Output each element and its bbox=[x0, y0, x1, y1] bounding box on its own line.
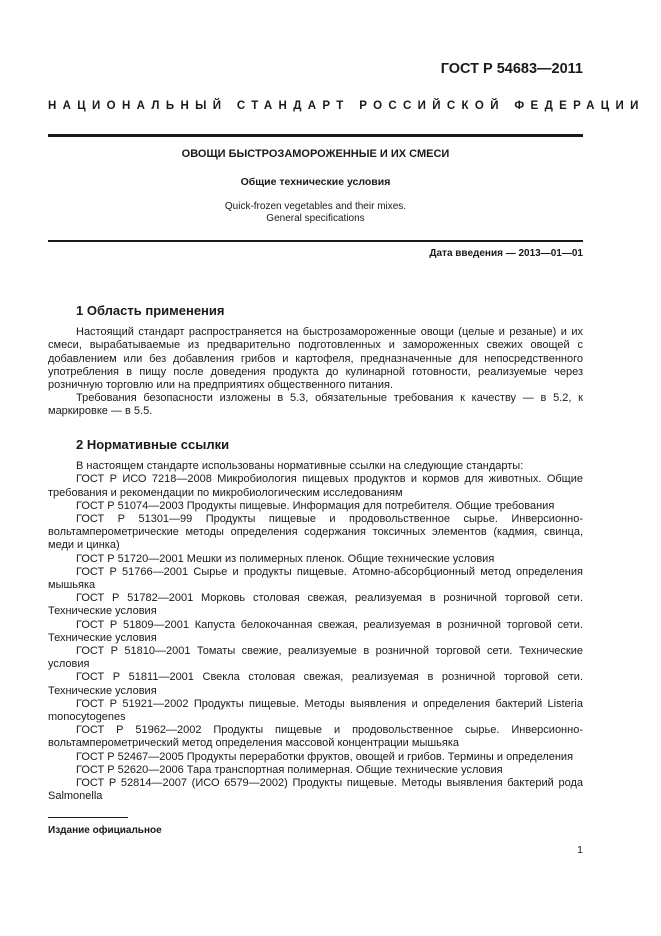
section-1-paragraph-1: Настоящий стандарт распространяется на быстрозамороженные овощи (целые и резаные) и их смеси, вырабатываемые из предварительно подготовленных и замороженных свежих овощей с добавлением или без добавления грибов и картофеля, предназначенные для непосредственного употребления в пищу после доведения продукта до кулинарной готовности, реализуемые через розничную торговлю или на предприятиях общественного питания. bbox=[48, 326, 583, 392]
section-1-heading: 1 Область применения bbox=[76, 303, 225, 318]
document-subtitle-ru: Общие технические условия bbox=[240, 176, 391, 188]
section-2 bbox=[48, 438, 583, 803]
reference-item: ГОСТ Р 52467—2005 Продукты переработки фруктов, овощей и грибов. Термины и определения bbox=[76, 750, 574, 763]
title-en-line-1: Quick-frozen vegetables and their mixes. bbox=[224, 201, 407, 212]
header-divider-thick bbox=[48, 134, 583, 137]
section-1-paragraph-2: Требования безопасности изложены в 5.3, обязательные требования к качеству — в 5.2, к маркировке — в 5.5. bbox=[48, 392, 583, 418]
reference-item: ГОСТ Р 51766—2001 Сырье и продукты пищевые. Атомно-абсорбционный метод определения мышьяка bbox=[48, 565, 583, 592]
reference-item: ГОСТ Р 51809—2001 Капуста белокочанная свежая, реализуемая в розничной торговой сети. Технические условия bbox=[48, 618, 583, 644]
reference-item: ГОСТ Р 52814—2007 (ИСО 6579—2002) Продукты пищевые. Методы выявления бактерий рода Salmonella bbox=[48, 777, 583, 803]
introduction-date: Дата введения — 2013—01—01 bbox=[429, 248, 583, 259]
header-divider-thin bbox=[48, 240, 583, 242]
reference-item: ГОСТ Р 51720—2001 Мешки из полимерных пленок. Общие технические условия bbox=[76, 552, 495, 565]
reference-item: ГОСТ Р 51810—2001 Томаты свежие, реализуемые в розничной торговой сети. Технические условия bbox=[48, 645, 583, 671]
reference-item: ГОСТ Р 51811—2001 Свекла столовая свежая, реализуемая в розничной торговой сети. Технические условия bbox=[48, 671, 583, 697]
reference-item: ГОСТ Р ИСО 7218—2008 Микробиология пищевых продуктов и кормов для животных. Общие требования и рекомендации по микробиологическим исследованиям bbox=[48, 473, 583, 499]
reference-item: ГОСТ Р 52620—2006 Тара транспортная полимерная. Общие технические условия bbox=[76, 763, 503, 776]
reference-item: ГОСТ Р 51782—2001 Морковь столовая свежая, реализуемая в розничной торговой сети. Технические условия bbox=[48, 592, 583, 618]
official-edition-label: Издание официальное bbox=[48, 825, 162, 836]
title-en-line-2: General specifications bbox=[266, 213, 365, 224]
section-2-heading: 2 Нормативные ссылки bbox=[76, 437, 230, 452]
section-2-intro: В настоящем стандарте использованы нормативные ссылки на следующие стандарты: bbox=[76, 460, 524, 473]
document-title-en bbox=[48, 201, 583, 225]
page-number: 1 bbox=[577, 844, 583, 856]
reference-item: ГОСТ Р 51074—2003 Продукты пищевые. Информация для потребителя. Общие требования bbox=[76, 499, 555, 512]
footer-divider bbox=[48, 817, 128, 818]
reference-item: ГОСТ Р 51962—2002 Продукты пищевые и продовольственное сырье. Инверсионно-вольтамперометрический метод определения массовой концентрации мышьяка bbox=[48, 724, 583, 750]
national-standard-banner: НАЦИОНАЛЬНЫЙ СТАНДАРТ РОССИЙСКОЙ ФЕДЕРАЦИИ bbox=[48, 100, 645, 112]
doc-number: ГОСТ Р 54683—2011 bbox=[440, 61, 583, 77]
section-1 bbox=[48, 304, 583, 419]
reference-item: ГОСТ Р 51301—99 Продукты пищевые и продовольственное сырье. Инверсионно-вольтамперометрические методы определения содержания токсичных элементов (кадмия, свинца, меди и цинка) bbox=[48, 513, 583, 552]
reference-item: ГОСТ Р 51921—2002 Продукты пищевые. Методы выявления и определения бактерий Listeria monocytogenes bbox=[48, 697, 583, 724]
document-title-ru: ОВОЩИ БЫСТРОЗАМОРОЖЕННЫЕ И ИХ СМЕСИ bbox=[181, 148, 450, 160]
